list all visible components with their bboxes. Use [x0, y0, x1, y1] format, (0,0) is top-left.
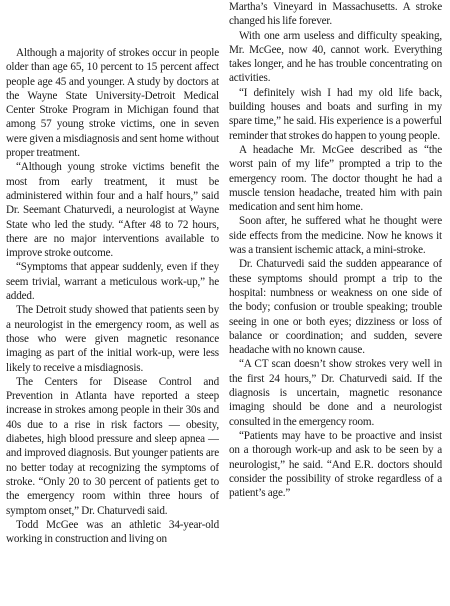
paragraph: Soon after, he suffered what he thought were side effects from the medicine. Now he knows it was a transient ischemic attack, a mini-stroke. — [229, 215, 442, 257]
paragraph: “A CT scan doesn’t show strokes very well in the first 24 hours,” Dr. Chaturvedi said. If the diagnosis is uncertain, magnetic resonance imaging should be done and a neurologist consulted in the emergency room. — [229, 358, 442, 428]
right-column — [229, 0, 442, 606]
paragraph: Todd McGee was an athletic 34-year-old working in construction and living on — [6, 518, 219, 546]
article-columns — [6, 0, 442, 606]
paragraph: With one arm useless and difficulty speaking, Mr. McGee, now 40, cannot work. Everything takes longer, and he has trouble concentrating on activities. — [229, 29, 442, 85]
paragraph: “Patients may have to be proactive and insist on a thorough work-up and ask to be seen by a neurologist,” he said. “And E.R. doctors should consider the possibility of stroke regardless of a patient’s age.” — [229, 429, 442, 500]
paragraph: Dr. Chaturvedi said the sudden appearance of these symptoms should prompt a trip to the hospital: numbness or weakness on one side of the body; confusion or trouble speaking; trouble seeing in one or both eyes; dizziness or loss of balance or coordination; and sudden, severe headache with no known cause. — [229, 258, 442, 357]
paragraph: “I definitely wish I had my old life back, building houses and boats and surfing in my spare time,” he said. His experience is a powerful reminder that strokes do happen to young people. — [229, 86, 442, 142]
paragraph: The Centers for Disease Control and Prevention in Atlanta have reported a steep increase in strokes among people in their 30s and 40s due to a rise in risk factors — obesity, diabetes, high blood pressure and sleep apnea — and improved diagnosis. But younger patients are no better today at recognizing the symptoms of stroke. “Only 20 to 30 percent of patients get to the emergency room within three hours of symptom onset,” Dr. Chaturvedi said. — [6, 375, 219, 517]
paragraph: “Although young stroke victims benefit the most from early treatment, it must be administered within four and a half hours,” said Dr. Seemant Chaturvedi, a neurologist at Wayne State who led the study. “After 48 to 72 hours, there are no major interventions available to improve stroke outcome. — [6, 161, 219, 260]
left-column — [6, 0, 219, 606]
paragraph: A headache Mr. McGee described as “the worst pain of my life” prompted a trip to the emergency room. The doctor thought he had a muscle tension headache, treated him with pain medication and sent him home. — [229, 143, 442, 214]
paragraph: Although a majority of strokes occur in people older than age 65, 10 percent to 15 percent affect people age 45 and younger. A study by doctors at the Wayne State University-Detroit Medical Center Stroke Program in Michigan found that among 57 young stroke victims, one in seven were given a misdiagnosis and sent home without proper treatment. — [6, 47, 219, 160]
paragraph-continuation: Martha’s Vineyard in Massachusetts. A stroke changed his life forever. — [229, 1, 442, 28]
paragraph: The Detroit study showed that patients seen by a neurologist in the emergency room, as well as those who were given magnetic resonance imaging as part of the initial work-up, were less likely to receive a misdiagnosis. — [6, 304, 219, 374]
paragraph: “Symptoms that appear suddenly, even if they seem trivial, warrant a meticulous work-up,” he added. — [6, 261, 219, 303]
